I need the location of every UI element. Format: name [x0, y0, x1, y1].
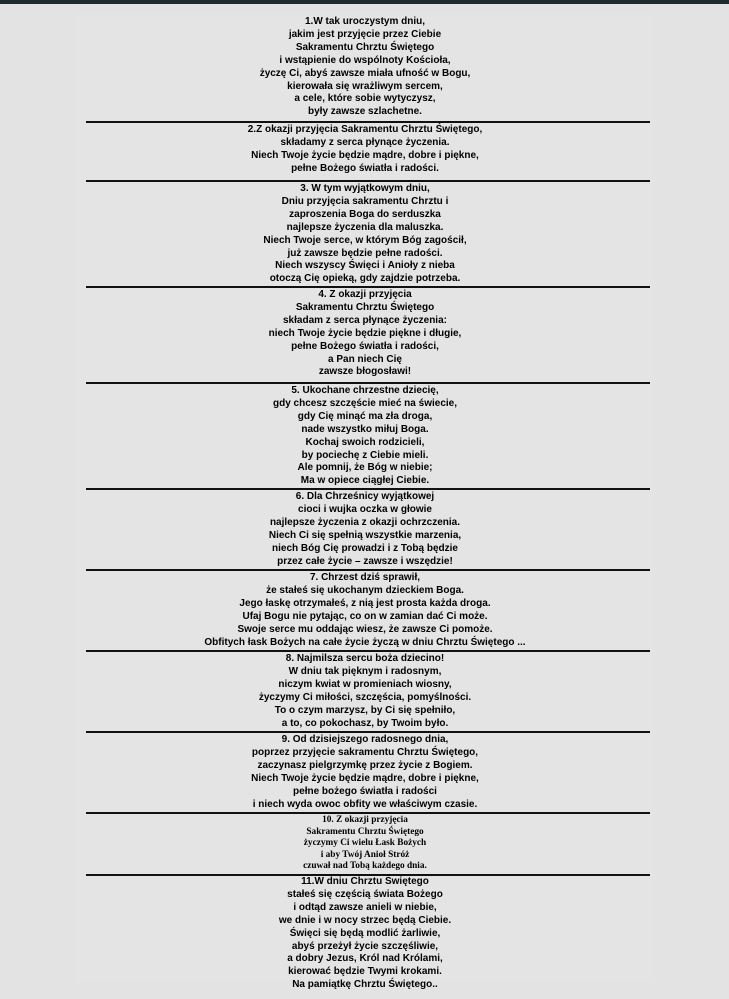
wish-line: niech Twoje życie będzie piękne i długie, — [268, 327, 462, 339]
wish-entry-2 — [76, 124, 654, 176]
wish-entry-6 — [76, 491, 654, 568]
wish-line: 10. Z okazji przyjęcia — [322, 815, 408, 825]
wish-line: a to, co pokochasz, by Twoim było. — [281, 717, 449, 729]
wish-entry-3 — [76, 183, 654, 286]
divider — [86, 812, 650, 814]
wish-line: życzymy Ci miłości, szczęścia, pomyślności. — [258, 691, 472, 703]
wish-line: To o czym marzysz, by Ci się spełniło, — [274, 704, 456, 716]
wish-line: Na pamiątkę Chrztu Świętego.. — [292, 979, 438, 991]
divider — [86, 286, 650, 288]
wish-line: 4. Z okazji przyjęcia — [318, 289, 412, 300]
wish-line: 8. Najmilsza sercu boża dziecino! — [285, 653, 445, 664]
wish-line: życzymy Ci wielu Łask Bożych — [303, 838, 427, 849]
wish-line: by pociechę z Ciebie mieli. — [301, 449, 429, 461]
wish-line: 2.Z okazji przyjęcia Sakramentu Chrztu Świętego, — [247, 124, 483, 135]
wish-line: i aby Twój Anioł Stróż — [320, 849, 410, 860]
wish-line: pełne Bożego światła i radości, — [291, 340, 439, 352]
wish-line: 7. Chrzest dziś sprawił, — [309, 572, 421, 583]
divider — [86, 180, 650, 182]
wish-line: Niech Twoje życie będzie mądre, dobre i piękne, — [251, 772, 479, 784]
wish-line: Ma w opiece ciągłej Ciebie. — [300, 475, 430, 487]
wish-line: Obfitych łask Bożych na całe życie życzą w dniu Chrztu Świętego ... — [204, 636, 526, 648]
wish-line: poprzez przyjęcie sakramentu Chrztu Świętego, — [251, 746, 479, 758]
wish-line: jakim jest przyjęcie przez Ciebie — [288, 28, 442, 40]
wish-line: i wstąpienie do wspólnoty Kościoła, — [279, 54, 451, 66]
wish-line: Niech Twoje życie będzie mądre, dobre i piękne, — [251, 149, 479, 161]
wish-line: stałeś się częścią świata Bożego — [287, 888, 443, 900]
wish-line: Ale pomnij, że Bóg w niebie; — [297, 462, 433, 474]
wish-line: nade wszystko miłuj Boga. — [301, 423, 429, 435]
wish-line: niech Bóg Cię prowadzi i z Tobą będzie — [272, 542, 458, 554]
divider — [86, 121, 650, 123]
wish-line: Jego łaskę otrzymałeś, z nią jest prosta każda droga. — [239, 597, 491, 609]
divider — [86, 650, 650, 652]
wish-line: zaczynasz pielgrzymkę przez życie z Bogiem. — [257, 759, 473, 771]
wish-line: 5. Ukochane chrzestne dziecię, — [291, 385, 439, 396]
wish-line: pełne Bożego światła i radości. — [291, 162, 439, 174]
wish-line: życzę Ci, abyś zawsze miała ufność w Bogu, — [259, 67, 471, 79]
wish-line: najlepsze życzenia z okazji ochrzczenia. — [269, 516, 461, 528]
wish-line: Dniu przyjęcia sakramentu Chrztu i — [281, 195, 449, 207]
wish-entry-1 — [76, 16, 654, 119]
divider — [86, 382, 650, 384]
wish-line: były zawsze szlachetne. — [308, 106, 422, 118]
wish-line: i odtąd zawsze anieli w niebie, — [293, 901, 437, 913]
wish-line: że stałeś się ukochanym dzieckiem Boga. — [266, 584, 464, 596]
wish-line: Sakramentu Chrztu Świętego — [295, 41, 435, 53]
wish-line: przez całe życie – zawsze i wszędzie! — [277, 555, 453, 567]
wish-entry-8 — [76, 653, 654, 730]
wish-line: Ufaj Bogu nie pytając, co on w zamian dać Ci może. — [242, 610, 488, 622]
top-bar — [0, 0, 729, 4]
wish-line: abyś przeżył życie szczęśliwie, — [291, 940, 439, 952]
wish-line: kierowała się wrażliwym sercem, — [287, 80, 443, 92]
wish-line: Niech wszyscy Święci i Anioły z nieba — [275, 260, 455, 272]
wish-line: Swoje serce mu oddając wiesz, że zawsze Ci pomoże. — [237, 623, 493, 635]
document-page — [76, 14, 654, 991]
wish-line: Sakramentu Chrztu Świętego — [306, 826, 424, 837]
wish-line: Święci się będą modlić żarliwie, — [289, 927, 441, 939]
wish-line: pełne bożego światła i radości — [293, 785, 437, 797]
wish-line: Niech Ci się spełnią wszystkie marzenia, — [268, 529, 462, 541]
wish-line: Niech Twoje serce, w którym Bóg zagościł, — [263, 234, 467, 246]
wish-line: gdy chcesz szczęście mieć na świecie, — [273, 397, 457, 409]
wish-line: Kochaj swoich rodzicieli, — [305, 436, 425, 448]
wish-line: 11.W dniu Chrztu Świętego — [301, 876, 429, 887]
wish-line: otoczą Cię opieką, gdy zajdzie potrzeba. — [269, 273, 461, 285]
wish-entry-11 — [76, 876, 654, 992]
wish-line: czuwał nad Tobą każdego dnia. — [303, 861, 427, 872]
wish-entry-9 — [76, 734, 654, 811]
wish-entry-7 — [76, 572, 654, 649]
wish-line: a cele, które sobie wytyczysz, — [294, 93, 436, 105]
wish-line: a Pan niech Cię — [328, 353, 402, 365]
wish-line: zaproszenia Boga do serduszka — [289, 208, 441, 220]
divider — [86, 488, 650, 490]
wish-line: składamy z serca płynące życzenia. — [280, 136, 450, 148]
wish-line: 1.W tak uroczystym dniu, — [304, 16, 426, 27]
wish-line: W dniu tak pięknym i radosnym, — [288, 665, 442, 677]
wish-entry-5 — [76, 385, 654, 488]
wish-line: najlepsze życzenia dla maluszka. — [286, 221, 444, 233]
wish-line: gdy Cię minąć ma zła droga, — [297, 410, 433, 422]
wish-entry-4 — [76, 289, 654, 379]
wish-line: 6. Dla Chrześnicy wyjątkowej — [295, 491, 435, 502]
wish-line: 9. Od dzisiejszego radosnego dnia, — [281, 734, 449, 745]
wish-line: zawsze błogosławi! — [318, 366, 412, 378]
wish-line: a dobry Jezus, Król nad Królami, — [287, 953, 443, 965]
wish-line: Sakramentu Chrztu Świętego — [295, 301, 435, 313]
wish-line: i niech wyda owoc obfity we właściwym czasie. — [252, 798, 478, 810]
wish-line: we dnie i w nocy strzec będą Ciebie. — [278, 914, 452, 926]
wish-line: już zawsze będzie pełne radości. — [287, 247, 443, 259]
wish-line: 3. W tym wyjątkowym dniu, — [300, 183, 430, 194]
divider — [86, 731, 650, 733]
wish-line: cioci i wujka oczka w głowie — [298, 503, 432, 515]
wish-line: kierować będzie Twymi krokami. — [288, 966, 442, 978]
wish-line: niczym kwiat w promieniach wiosny, — [278, 678, 452, 690]
wish-entry-10 — [76, 815, 654, 873]
divider — [86, 569, 650, 571]
wish-line: składam z serca płynące życzenia: — [283, 314, 447, 326]
